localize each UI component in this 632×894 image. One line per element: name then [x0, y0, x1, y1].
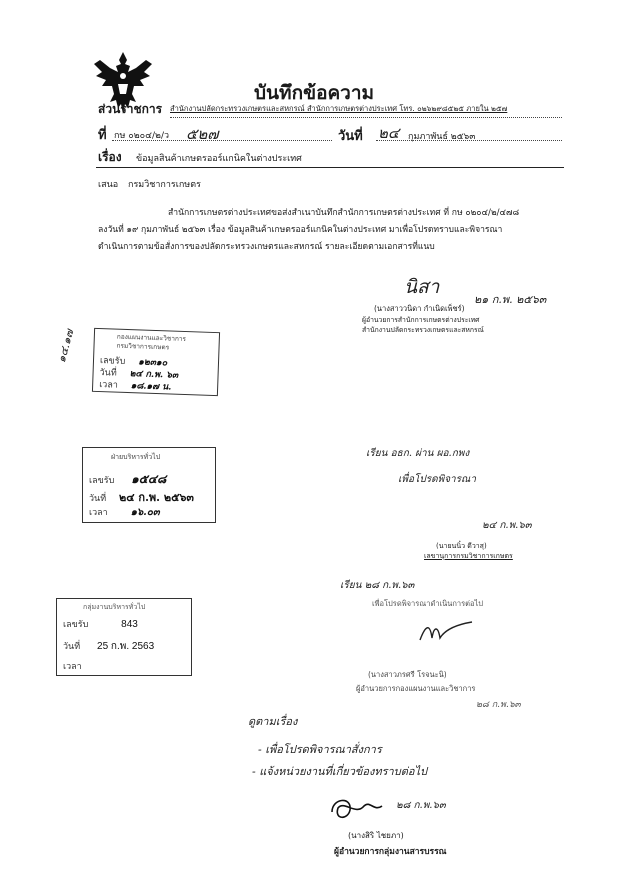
stamp-1-header-2: กรมวิชาการเกษตร [116, 341, 170, 352]
minute-3-signature-icon [326, 794, 396, 824]
stamp-2-row-2-label: วันที่ [89, 494, 107, 504]
stamp-3-row-3-label: เวลา [63, 662, 82, 672]
signatory-position-1: ผู้อำนวยการสำนักการเกษตรต่างประเทศ [362, 316, 480, 324]
stamp-3-row-2 [63, 639, 154, 654]
stamp-1-row-1-value: ๑๒๓๑๐ [137, 357, 168, 369]
stamp-2-header: ฝ่ายบริหารทั่วไป [111, 453, 161, 461]
stamp-1-row-1-label: เลขรับ [99, 356, 126, 367]
stamp-2-row-1 [89, 470, 166, 489]
receive-stamp-3 [56, 598, 192, 676]
minute-2-position: ผู้อำนวยการกองแผนงานและวิชาการ [356, 684, 476, 693]
stamp-1-side-note: ๑๔.๑๗ [54, 327, 77, 365]
minute-2-name: (นางสาวภรศรี โรจนะนิ) [368, 670, 447, 679]
subject-value: ข้อมูลสินค้าเกษตรออร์แกนิคในต่างประเทศ [136, 154, 302, 164]
date-label: วันที่ [338, 129, 363, 144]
subject-label: เรื่อง [98, 150, 122, 164]
minute-1-position: เลขานุการกรมวิชาการเกษตร [424, 552, 513, 560]
minute-1-line-1: เรียน อธก. ผ่าน ผอ.กพง [366, 448, 470, 459]
agency-value: สำนักงานปลัดกระทรวงเกษตรและสหกรณ์ สำนักการเกษตรต่างประเทศ โทร. ๐๒๖๒๙๘๕๒๕ ภายใน ๒๕๗ [170, 104, 508, 113]
stamp-1-row-2-label: วันที่ [99, 368, 117, 379]
to-label: เสนอ [98, 180, 119, 190]
stamp-3-row-1 [63, 617, 138, 631]
receive-stamp-2 [82, 447, 216, 523]
minute-1-line-2: เพื่อโปรดพิจารณา [398, 474, 476, 485]
stamp-2-row-1-label: เลขรับ [89, 476, 115, 486]
stamp-2-row-3-value: ๑๖.๐๓ [130, 507, 160, 518]
minute-3-line-2: - เพื่อโปรดพิจารณาสั่งการ [258, 743, 382, 756]
minute-2-line-2: เพื่อโปรดพิจารณาดำเนินการต่อไป [372, 599, 484, 608]
stamp-3-row-1-value: 843 [121, 619, 138, 630]
body-paragraph-line-1: สำนักการเกษตรต่างประเทศขอส่งสำเนาบันทึกสำนักการเกษตรต่างประเทศ ที่ กษ ๐๒๐๔/๒/๔๗๘ [168, 208, 520, 218]
stamp-3-row-1-label: เลขรับ [63, 620, 89, 630]
stamp-3-row-2-label: วันที่ [63, 642, 81, 652]
receive-stamp-1 [92, 328, 220, 396]
date-day-handwritten: ๒๔ [378, 124, 400, 142]
minute-1-name: (นายนนิ๋ว ดีวาสุ) [436, 542, 487, 550]
stamp-2-row-2-value: ๒๔ ก.พ. ๒๕๖๓ [119, 491, 194, 504]
minute-3-name: (นางสิริ ไชยภา) [348, 831, 404, 840]
stamp-2-row-1-value: ๑๕๔๘ [131, 472, 167, 486]
stamp-1-header-1: กองแผนงานและวิชาการ [116, 332, 187, 344]
minute-2-date: ๒๘ ก.พ.๖๓ [476, 700, 521, 710]
signatory-name: (นางสาววนิดา กำเนิดเพ็ชร์) [374, 304, 465, 313]
stamp-1-row-3 [99, 377, 172, 394]
ref-label: ที่ [98, 128, 107, 143]
stamp-2-row-2 [89, 488, 194, 506]
agency-label: ส่วนราชการ [98, 102, 163, 116]
minute-3-date: ๒๘ ก.พ.๖๓ [396, 800, 446, 811]
minute-2-signature-icon [416, 618, 476, 648]
stamp-2-row-3 [89, 505, 160, 520]
signatory-position-2: สำนักงานปลัดกระทรวงเกษตรและสหกรณ์ [362, 326, 484, 334]
body-paragraph-line-3: ดำเนินการตามข้อสั่งการของปลัดกระทรวงเกษตรและสหกรณ์ รายละเอียดตามเอกสารที่แนบ [98, 242, 435, 252]
signature-director: นิสา [404, 276, 440, 298]
stamp-3-header: กลุ่มงานบริหารทั่วไป [83, 603, 146, 611]
date-value: กุมภาพันธ์ ๒๕๖๓ [408, 132, 476, 142]
page-title: บันทึกข้อความ [254, 82, 375, 104]
stamp-3-row-3 [63, 659, 82, 673]
stamp-3-row-2-value: 25 ก.พ. 2563 [97, 641, 155, 652]
minute-3-line-3: - แจ้งหน่วยงานที่เกี่ยวข้องทราบต่อไป [252, 765, 427, 778]
to-value: กรมวิชาการเกษตร [128, 180, 201, 190]
minute-3-line-1: ดูตามเรื่อง [248, 715, 298, 728]
minute-3-position: ผู้อำนวยการกลุ่มงานสารบรรณ [334, 847, 447, 857]
signature-date: ๒๑ ก.พ. ๒๕๖๓ [474, 293, 547, 306]
stamp-1-row-3-value: ๑๘.๑๗ น. [130, 381, 172, 393]
ref-number-handwritten: ๕๒๗ [186, 125, 219, 143]
stamp-1-row-2-value: ๒๔ ก.พ. ๖๓ [129, 369, 179, 381]
body-paragraph-line-2: ลงวันที่ ๑๙ กุมภาพันธ์ ๒๕๖๓ เรื่อง ข้อมูลสินค้าเกษตรออร์แกนิคในต่างประเทศ มาเพื่อโปรดทราบและพิจารณา [98, 225, 503, 235]
minute-1-date: ๒๔ ก.พ.๖๓ [482, 520, 532, 531]
stamp-2-row-3-label: เวลา [89, 508, 108, 518]
ref-value: กษ ๐๒๐๔/๒/ว [114, 131, 170, 141]
stamp-1-row-3-label: เวลา [98, 380, 119, 391]
minute-2-line-1: เรียน ๒๘ ก.พ.๖๓ [340, 580, 415, 591]
